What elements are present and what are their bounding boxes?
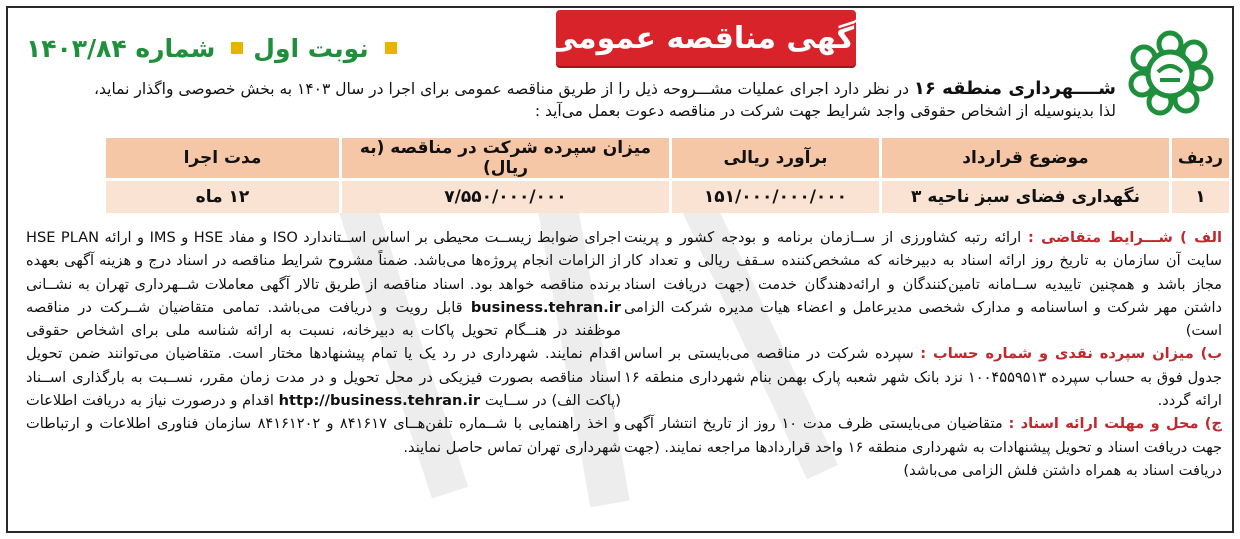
details-column bbox=[26, 226, 621, 459]
cell-duration: ۱۲ ماه bbox=[103, 181, 339, 213]
header-duration: مدت اجرا bbox=[103, 138, 339, 181]
section-a-heading: الف ) شـــرایط متقاضی : bbox=[1028, 229, 1222, 246]
section-b-heading: ب) میزان سپرده نقدی و شماره حساب : bbox=[920, 345, 1222, 363]
cell-estimate: ۱۵۱/۰۰۰/۰۰۰/۰۰۰ bbox=[669, 181, 879, 213]
round-label: نوبت اول bbox=[253, 33, 369, 63]
header-deposit: میزان سپرده شرکت در مناقصه (به ریال) bbox=[339, 138, 669, 181]
section-c-text: متقاضیان می‌بایستی ظرف مدت ۱۰ روز از تاریخ انتشار آگهی جهت دریافت اسناد و تحویل پیشنهادات به شهرداری منطقه ۱۶ واحد قراردادها مراجعه نمایند. (جهت دریافت اسناد به همراه داشتن فلش الزامی می‌باشد) bbox=[624, 415, 1222, 479]
section-a-text: ارائه رتبه کشاورزی از ســازمان برنامه و بودجه کشور و پرینت سایت آن سازمان به تاریخ روز ارائه اسناد به دبیرخانه که مشخص‌کننده سـقف ریالی و تعداد کار مجاز باشد و همچنین تاییدیه ســامانه تامین‌کنندگان و ارائه‌دهندگان خدمت (جهت دریافت اسناد داشتن مهر شرکت و اساسنامه و مدارک شخصی مدیرعامل و اعضاء هیات مدیره شرکت الزامی است) bbox=[624, 229, 1222, 340]
municipality-name: شــــهرداری منطقه ۱۶ bbox=[913, 78, 1116, 99]
notice-number: شماره ۱۴۰۳/۸۴ bbox=[26, 33, 216, 63]
details-text-3: اقدام و درصورت نیاز به دریافت اطلاعات و اخذ راهنمایی با شــماره تلفن‌هــای ۸۴۱۶۱۷ و ۸۴۱۶۱۲۰۲ سازمان فناوری اطلاعات و ارتباطات شهرداری تهران تماس حاصل نمایند. bbox=[26, 392, 622, 456]
tehran-municipality-logo-icon bbox=[1120, 22, 1220, 122]
details-text-1: اجرای ضوابط زیســت محیطی بر اساس اســتاندارد ISO و مفاد HSE و IMS و ارائه HSE PLAN از الزامات انجام پروژه‌ها می‌باشد. ضمناً مشروح شرایط مناقصه در اسناد درج و هزینه آگهی بعهده برنده مناقصه خواهد بود. اسناد مناقصه از طریق تالار آگهی معاملات شــهرداری تهران به نشــانی bbox=[26, 229, 622, 293]
round-and-number bbox=[26, 28, 526, 68]
details-text-2: قابل رویت و دریافت می‌باشد. تمامی متقاضیان شــرکت در مناقصه موظفند در هنــگام تحویل پاکات به دبیرخانه، نسبت به ارائه شناسه ملی برای اشخاص حقوقی اقدام نمایند. شهرداری در رد یک یا تمام پیشنهادها مختار است. متقاضیان می‌توانند ضمن تحویل اسناد مناقصه بصورت فیزیکی در محل تحویل و در مدت زمان مقرر، نســبت به بارگذاری اســناد (پاکت الف) در ســایت bbox=[26, 298, 621, 410]
section-b-text: سپرده شرکت در مناقصه می‌بایستی بر اساس جدول فوق به حساب سپرده ۱۰۰۴۵۵۹۵۱۳ نزد بانک شهر شعبه پارک بهمن بنام شهرداری منطقه ۱۶ ارائه گردد. bbox=[624, 345, 1222, 410]
cell-row-number: ۱ bbox=[1169, 181, 1229, 213]
bullet-square-icon bbox=[385, 42, 397, 54]
business-portal-link[interactable]: business.tehran.ir bbox=[470, 298, 621, 316]
section-c-heading: ج) محل و مهلت ارائه اسناد : bbox=[1008, 415, 1222, 433]
conditions-column bbox=[624, 226, 1222, 482]
notice-title: آگهی مناقصه عمومی bbox=[547, 20, 865, 56]
details-paragraph bbox=[26, 226, 621, 459]
cell-deposit: ۷/۵۵۰/۰۰۰/۰۰۰ bbox=[339, 181, 669, 213]
section-a bbox=[624, 226, 1222, 342]
tender-table bbox=[103, 138, 1229, 213]
header-estimate: برآورد ریالی bbox=[669, 138, 879, 181]
header-row-number: ردیف bbox=[1169, 138, 1229, 181]
business-site-link[interactable]: http://business.tehran.ir bbox=[278, 392, 481, 410]
tender-notice bbox=[6, 6, 1234, 533]
table-row bbox=[103, 181, 1229, 213]
intro-line1: در نظر دارد اجرای عملیات مشـــروحه ذیل را از طریق مناقصه عمومی برای اجرا در سال ۱۴۰۳ به بخش خصوصی واگذار نماید، bbox=[94, 80, 914, 98]
intro-line2: لذا بدینوسیله از اشخاص حقوقی واجد شرایط جهت شرکت در مناقصه دعوت بعمل می‌آید : bbox=[534, 102, 1116, 120]
cell-contract-subject: نگهداری فضای سبز ناحیه ۳ bbox=[879, 181, 1169, 213]
section-b bbox=[624, 342, 1222, 412]
header-contract-subject: موضوع قرارداد bbox=[879, 138, 1169, 181]
notice-title-banner bbox=[547, 10, 865, 66]
intro-paragraph bbox=[26, 78, 1116, 122]
bullet-square-icon bbox=[231, 42, 243, 54]
section-c bbox=[624, 412, 1222, 482]
table-header-row bbox=[103, 138, 1229, 181]
